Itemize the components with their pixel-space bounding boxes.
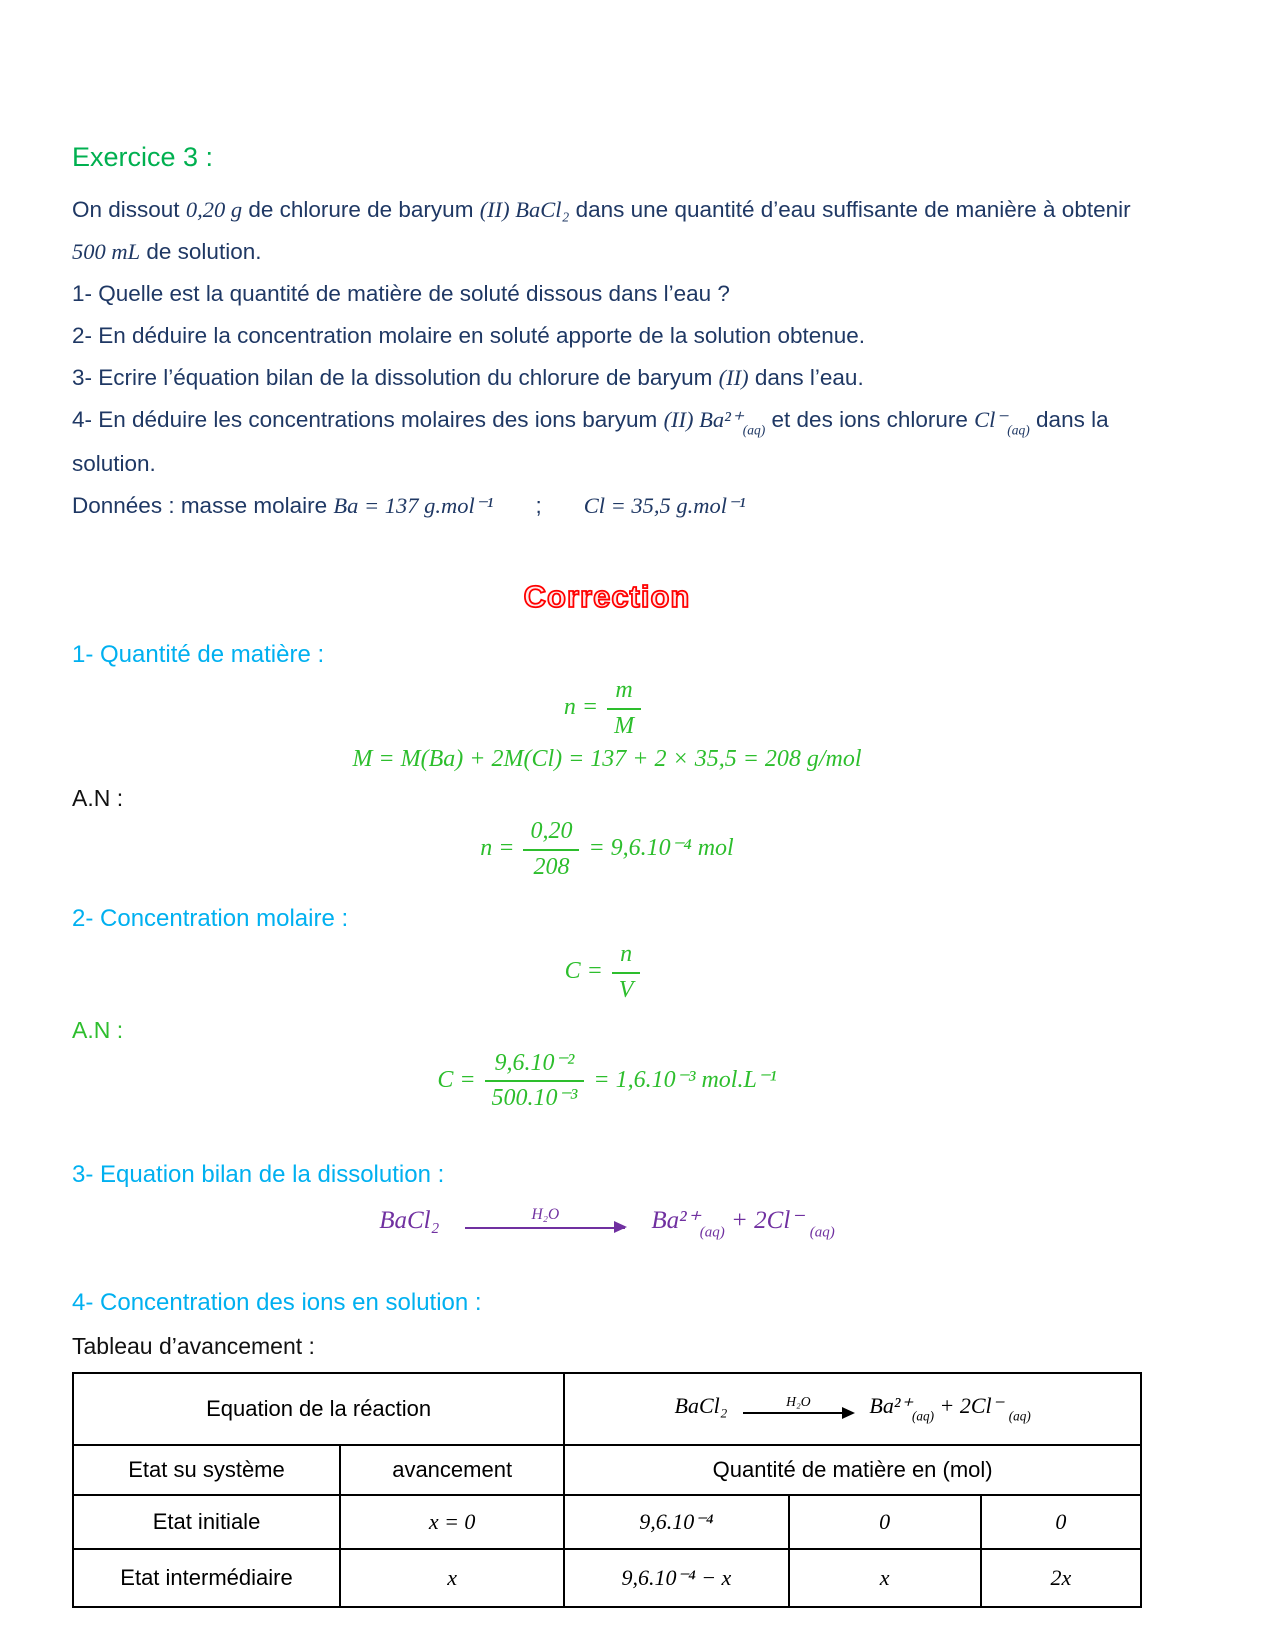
- formula-n-equals-m-over-M: [72, 677, 1142, 740]
- donnees-molar-mass-cl: Cl = 35,5 g.mol⁻¹: [583, 493, 746, 519]
- q4-barium-state: (aq): [742, 422, 766, 438]
- arrow-label-water: H₂O: [786, 1393, 811, 1409]
- section-1-heading: 1- Quantité de matière :: [72, 641, 325, 669]
- fraction-numerator: n: [612, 941, 641, 974]
- equation-plus: +: [724, 1206, 755, 1234]
- avancement-header-cell: avancement: [340, 1445, 564, 1495]
- intro-math-formula: (II) BaCl₂: [479, 197, 570, 222]
- question-2: 2- En déduire la concentration molaire en soluté apporte de la solution obtenue.: [72, 323, 866, 349]
- section-4-heading: 4- Concentration des ions en solution :: [72, 1289, 482, 1317]
- donnees-label: Données : masse molaire: [72, 493, 334, 519]
- fraction-denominator: V: [618, 977, 634, 1004]
- question-4: [72, 399, 1142, 485]
- state-header-cell: Etat su système: [73, 1445, 340, 1495]
- question-1: 1- Quelle est la quantité de matière de soluté dissous dans l’eau ?: [72, 281, 730, 307]
- an-label-1: A.N :: [72, 785, 124, 812]
- formula-rhs: = 9,6.10⁻⁴ mol: [588, 835, 734, 862]
- equation-cell: [564, 1373, 1141, 1445]
- intro-math-volume: 500 mL: [72, 239, 141, 265]
- section-2-heading: 2- Concentration molaire :: [72, 905, 349, 933]
- table-row-equation: [73, 1373, 1141, 1445]
- equation-reactant: BaCl₂: [379, 1206, 440, 1234]
- q4-math-barium: (II) Ba²⁺: [663, 407, 743, 433]
- formula-lhs: n =: [480, 835, 515, 862]
- q4-text-1: 4- En déduire les concentrations molaires des ions baryum: [72, 407, 664, 433]
- product-1-state: (aq): [699, 1224, 725, 1241]
- q4-math-chloride: Cl⁻: [974, 407, 1008, 433]
- equation-plus: +: [934, 1393, 960, 1419]
- equation-header-cell: Equation de la réaction: [73, 1373, 564, 1445]
- advancement-table: [72, 1372, 1142, 1608]
- arrow-label-water: H₂O: [531, 1206, 560, 1224]
- fraction: [523, 818, 579, 881]
- reaction-equation: [72, 1205, 1142, 1241]
- donnees-line: [72, 485, 1142, 527]
- fraction-denominator: 500.10⁻³: [491, 1085, 578, 1112]
- intro-text-1: On dissout: [72, 197, 186, 222]
- formula-lhs: n =: [563, 694, 599, 721]
- table-row-initial-state: [73, 1495, 1141, 1549]
- section-3-heading: 3- Equation bilan de la dissolution :: [72, 1160, 445, 1188]
- row-label-cell: Etat initiale: [73, 1495, 340, 1549]
- fraction: [485, 1050, 585, 1113]
- quantity-bacl2-cell: 9,6.10⁻⁴ − x: [564, 1549, 788, 1607]
- quantity-bacl2-cell: 9,6.10⁻⁴: [564, 1495, 788, 1549]
- intro-text-3: dans une quantité d’eau suffisante de manière à obtenir: [569, 197, 1131, 222]
- reaction-arrow: [465, 1207, 625, 1237]
- q3-text-2: dans l’eau.: [748, 365, 864, 391]
- quantity-ba-cell: x: [789, 1549, 981, 1607]
- avancement-value-cell: x = 0: [340, 1495, 564, 1549]
- q4-text-3: dans la solution.: [72, 407, 1109, 476]
- intro-paragraph: [72, 189, 1142, 273]
- advancement-table-label: Tableau d’avancement :: [72, 1333, 315, 1360]
- formula-rhs: = 1,6.10⁻³ mol.L⁻¹: [593, 1066, 777, 1093]
- product-2-state: (aq): [809, 1224, 835, 1241]
- fraction-numerator: 0,20: [523, 818, 579, 851]
- formula-C-value: [72, 1050, 1142, 1113]
- intro-text-2: de chlorure de baryum: [242, 197, 480, 222]
- product-1-state: (aq): [912, 1408, 935, 1424]
- question-3: [72, 357, 1142, 399]
- table-row-headers: [73, 1445, 1141, 1495]
- q3-text-1: 3- Ecrire l’équation bilan de la dissolution du chlorure de baryum: [72, 365, 719, 391]
- reaction-arrow: [743, 1395, 853, 1423]
- table-reaction-equation: [571, 1393, 1134, 1424]
- formula-C-equals-n-over-V: [72, 941, 1142, 1004]
- equation-product-2: 2Cl⁻: [754, 1206, 804, 1234]
- correction-title: Correction: [523, 579, 691, 615]
- right-arrow-icon: [465, 1227, 625, 1229]
- q3-math: (II): [718, 365, 749, 391]
- quantity-cl-cell: 0: [981, 1495, 1141, 1549]
- exercise-title: Exercice 3 :: [72, 142, 214, 172]
- fraction-numerator: 9,6.10⁻²: [485, 1050, 585, 1083]
- equation-product-1: Ba²⁺: [869, 1393, 913, 1419]
- fraction-denominator: M: [614, 712, 635, 739]
- row-label-cell: Etat intermédiaire: [73, 1549, 340, 1607]
- fraction: [607, 677, 641, 740]
- q4-chloride-state: (aq): [1007, 422, 1030, 438]
- formula-molar-mass: M = M(Ba) + 2M(Cl) = 137 + 2 × 35,5 = 208 g/mol: [352, 746, 862, 773]
- fraction: [612, 941, 641, 1004]
- equation-reactant: BaCl₂: [674, 1393, 728, 1419]
- fraction-numerator: m: [607, 677, 641, 710]
- intro-math-mass: 0,20 g: [185, 197, 243, 222]
- equation-product-2: 2Cl⁻: [959, 1393, 1004, 1419]
- equation-product-1: Ba²⁺: [651, 1206, 700, 1234]
- formula-n-value: [72, 818, 1142, 881]
- quantity-header-cell: Quantité de matière en (mol): [564, 1445, 1141, 1495]
- formula-lhs: C =: [564, 958, 603, 985]
- table-row-intermediate-state: [73, 1549, 1141, 1607]
- intro-text-4: de solution.: [140, 239, 262, 265]
- avancement-value-cell: x: [340, 1549, 564, 1607]
- fraction-denominator: 208: [533, 853, 570, 880]
- donnees-separator: ;: [535, 493, 542, 519]
- right-arrow-icon: [743, 1412, 853, 1414]
- quantity-ba-cell: 0: [789, 1495, 981, 1549]
- quantity-cl-cell: 2x: [981, 1549, 1141, 1607]
- product-2-state: (aq): [1008, 1408, 1031, 1424]
- donnees-molar-mass-ba: Ba = 137 g.mol⁻¹: [333, 493, 494, 519]
- formula-lhs: C =: [437, 1066, 476, 1093]
- an-label-2: A.N :: [72, 1016, 124, 1043]
- q4-text-2: et des ions chlorure: [765, 407, 975, 433]
